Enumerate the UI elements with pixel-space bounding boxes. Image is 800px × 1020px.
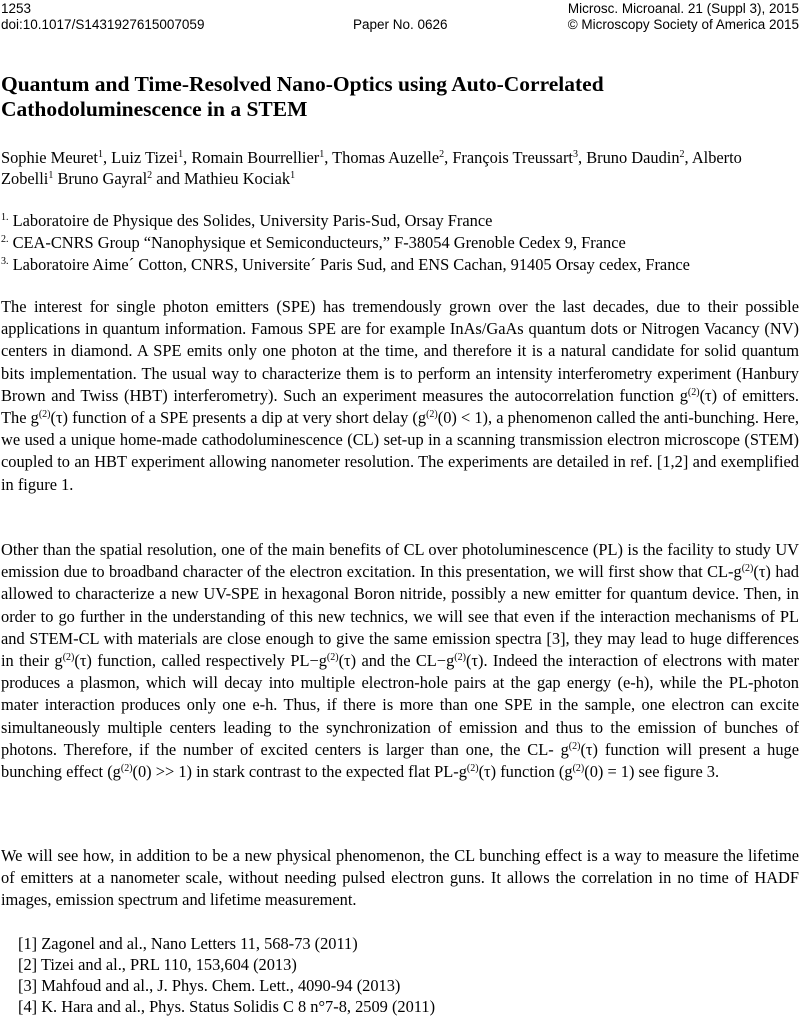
affiliation: $^{2.}$ CEA-CNRS Group “Nanophysique et Semiconducteurs,” F-38054 Grenoble Cedex 9, France: [1, 233, 626, 252]
author: François Treussart$^3$,: [452, 148, 587, 167]
author: Sophie Meuret$^1$,: [1, 148, 112, 167]
author: Bruno Gayral$^2$ and: [57, 169, 184, 188]
affiliation: $^{3.}$ Laboratoire Aime´ Cotton, CNRS, Universite´ Paris Sud, and ENS Cachan, 91405 Orsay cedex, France: [1, 255, 690, 274]
author: Mathieu Kociak$^1$: [184, 169, 296, 188]
paper-number: Paper No. 0626: [353, 17, 448, 32]
affiliation: $^{1.}$ Laboratoire de Physique des Solides, University Paris-Sud, Orsay France: [1, 211, 493, 230]
author: Alberto Zobelli$^1$: [1, 148, 742, 188]
reference-item: [4] K. Hara and al., Phys. Status Solidis C 8 n°7-8, 2509 (2011): [18, 997, 436, 1016]
reference-item: [3] Mahfoud and al., J. Phys. Chem. Lett., 4090-94 (2013): [18, 976, 401, 995]
doi: doi:10.1017/S1431927615007059: [1, 17, 205, 32]
author: Thomas Auzelle$^2$,: [332, 148, 453, 167]
paragraph-intro: The interest for single photon emitters (SPE) has tremendously grown over the last decades, due to their possible applications in quantum information. Famous SPE are for example InAs/GaAs quantum dots or Nitrogen Vacancy (NV) centers in diamond. A SPE emits only one photon at the time, and therefore it is a natural candidate for solid quantum bits implementation. The usual way to characterize them is to perform an intensity interferometry experiment (Hanbury Brown and Twiss (HBT) interferometry). Such an experiment measures the autocorrelation function $g^{(2)}(\tau)$ of emitters. The $g^{(2)}(\tau)$ function of a SPE presents a dip at very short delay $(g^{(2)}(0) < 1)$, a phenomenon called the anti-bunching. Here, we used a unique home-made cathodoluminescence (CL) set-up in a scanning transmission electron microscope (STEM) coupled to an HBT experiment allowing nanometer resolution. The experiments are detailed in ref. [1,2] and exemplified in figure 1.: [1, 297, 799, 494]
reference-item: [1] Zagonel and al., Nano Letters 11, 568-73 (2011): [18, 934, 358, 953]
paragraph-methods: Other than the spatial resolution, one of the main benefits of CL over photoluminescence (PL) is the facility to study UV emission due to broadband character of the electron excitation. In this presentation, we will first show that $CL-g^{(2)}(\tau)$ had allowed to characterize a new UV-SPE in hexagonal Boron nitride, possibly a new emitter for quantum device. Then, in order to go further in the understanding of this new technics, we will see that even if the interaction mechanisms of PL and STEM-CL with materials are close enough to give the same emission spectra [3], they may lead to huge differences in their $g^{(2)}(\tau)$ function, called respectively $PL-g^{(2)}(\tau)$ and the $CL-g^{(2)}(\tau)$. Indeed the interaction of electrons with mater produces a plasmon, which will decay into multiple electron-hole pairs at the gap energy (e-h), while the PL-photon mater interaction produces only one e-h. Thus, if there is more than one SPE in the sample, one electron can excite simultaneously multiple centers leading to the synchronization of emission and thus to the emission of bunches of photons. Therefore, if the number of excited centers is larger than one, the CL- $g^{(2)}(\tau)$ function will present a huge bunching effect $(g^{(2)}(0) >> 1)$ in stark contrast to the expected flat $PL-g^{(2)}(\tau)$ function $(g^{(2)}(0) = 1)$ see figure 3.: [1, 540, 800, 782]
copyright: © Microscopy Society of America 2015: [567, 17, 799, 32]
paper-title: Quantum and Time-Resolved Nano-Optics using Auto-Correlated Cathodoluminescence in a STEM: [1, 72, 604, 121]
reference-item: [2] Tizei and al., PRL 110, 153,604 (2013): [18, 955, 297, 974]
journal-citation: Microsc. Microanal. 21 (Suppl 3), 2015: [567, 1, 799, 16]
paragraph-conclusion: We will see how, in addition to be a new physical phenomenon, the CL bunching effect is a way to measure the lifetime of emitters at a nanometer scale, without needing pulsed electron guns. It allows the correlation in no time of HADF images, emission spectrum and lifetime measurement.: [1, 846, 799, 910]
reference-list: [18, 933, 435, 1017]
author: Romain Bourrellier$^1$,: [191, 148, 333, 167]
author: Bruno Daudin$^2$,: [586, 148, 692, 167]
page-number: 1253: [1, 1, 32, 16]
author: Luiz Tizei$^1$,: [111, 148, 192, 167]
author-list: [1, 147, 791, 189]
